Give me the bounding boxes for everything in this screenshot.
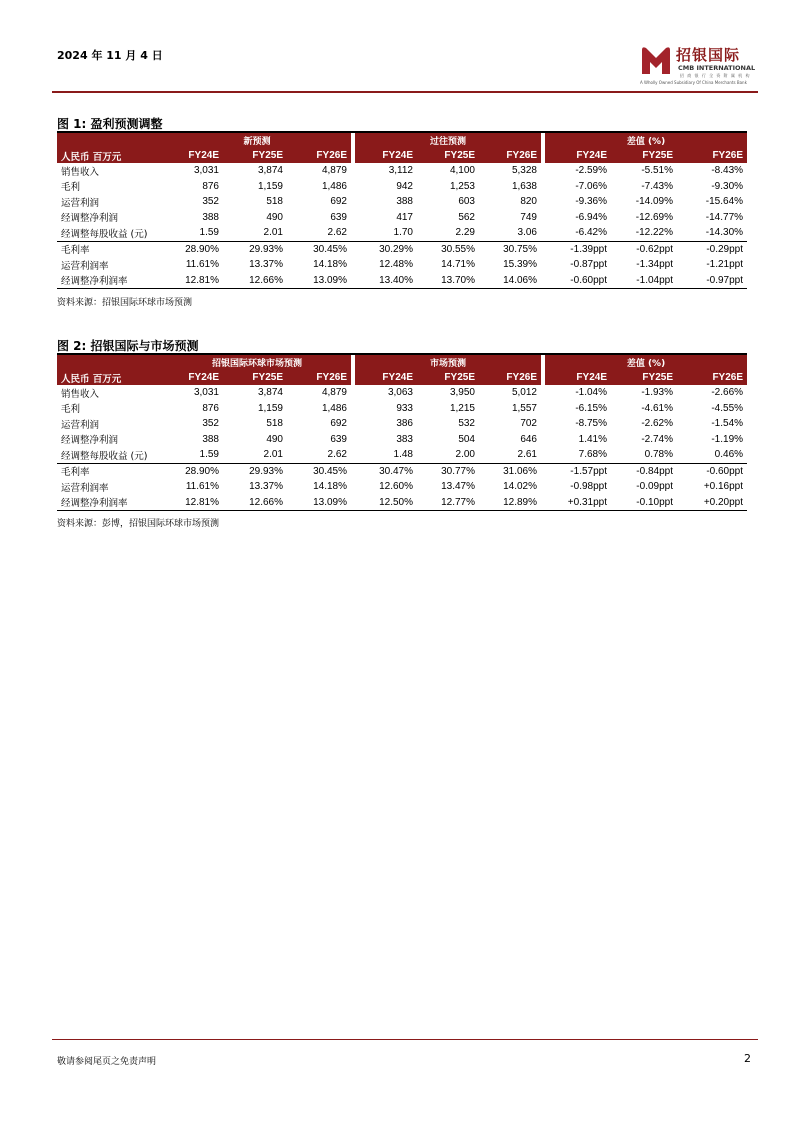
table-cell: 490 [266, 211, 283, 223]
table-cell: 12.50% [355, 495, 417, 511]
table-cell: 12.66% [223, 273, 287, 289]
table-row [57, 463, 747, 479]
figure-1-title: 图 1: 盈利预测调整 [57, 117, 163, 131]
table-row [57, 385, 747, 401]
table-cell: 14.02% [503, 481, 537, 493]
row-label: 运营利润 [61, 419, 100, 431]
table-cell: 388 [202, 433, 219, 445]
table-cell: -0.60ppt [677, 463, 747, 479]
year-header: FY26E [677, 370, 747, 385]
table-cell: 13.40% [355, 273, 417, 289]
table-year-header [57, 148, 747, 163]
table-cell: 28.90% [163, 241, 223, 257]
row-label: 经调整净利润率 [57, 273, 163, 289]
table-cell: 2.01 [263, 449, 283, 461]
logo-english-name: CMB INTERNATIONAL [678, 64, 756, 72]
table-row [57, 179, 747, 195]
table-cell: -15.64% [705, 196, 744, 208]
table-cell: 12.81% [163, 273, 223, 289]
year-header: FY25E [417, 370, 479, 385]
table-cell: -1.04ppt [611, 273, 677, 289]
table-row [57, 194, 747, 210]
table-row [57, 479, 747, 495]
table-cell: -14.09% [635, 196, 673, 208]
table-cell: 12.89% [479, 495, 541, 511]
table-cell: -6.15% [575, 402, 607, 414]
table-cell: 0.78% [644, 449, 673, 461]
table-cell: 2.00 [455, 449, 475, 461]
table-cell: 504 [458, 433, 475, 445]
table-cell: 933 [396, 402, 413, 414]
table-cell: -6.94% [575, 211, 607, 223]
table-row [57, 447, 747, 463]
table-cell: 4,879 [321, 387, 347, 399]
table-cell: 1.59 [199, 227, 219, 239]
table-cell: 14.71% [441, 259, 475, 271]
table-cell: -12.69% [635, 211, 673, 223]
table-cell: 2.29 [455, 227, 475, 239]
table-cell: 1,159 [257, 180, 283, 192]
row-label: 毛利率 [57, 241, 163, 257]
table-cell: 3.06 [517, 227, 537, 239]
table-cell: 29.93% [223, 241, 287, 257]
table-cell: 12.66% [223, 495, 287, 511]
table-cell: -1.21ppt [706, 259, 744, 271]
table-cell: 3,874 [257, 387, 283, 399]
year-header: FY24E [163, 370, 223, 385]
year-header: FY24E [163, 148, 223, 163]
figure-2-title: 图 2: 招银国际与市场预测 [57, 339, 199, 353]
unit-label: 人民币 百万元 [57, 148, 163, 163]
table-cell: 0.46% [714, 449, 744, 461]
consensus-comparison-table [57, 355, 747, 511]
table-cell: -1.04% [575, 387, 607, 399]
table-cell: 30.45% [287, 241, 351, 257]
table-cell: 942 [396, 180, 413, 192]
table-cell: 13.37% [249, 481, 283, 493]
footer-disclaimer: 敬请参阅尾页之免责声明 [57, 1057, 157, 1067]
table-cell: 15.39% [503, 259, 537, 271]
year-header: FY24E [355, 148, 417, 163]
table-cell: 14.18% [313, 481, 347, 493]
cmb-logo [640, 44, 758, 92]
figure-1-source: 资料来源：招银国际环球市场预测 [57, 298, 193, 308]
table-cell: 1,557 [511, 402, 537, 414]
table-cell: -0.29ppt [677, 241, 747, 257]
table-cell: 702 [520, 418, 537, 430]
year-header: FY24E [545, 148, 611, 163]
table-cell: 388 [396, 196, 413, 208]
row-label: 经调整每股收益 (元) [61, 450, 148, 462]
table-cell: 5,328 [511, 165, 537, 177]
table-cell: -9.36% [575, 196, 607, 208]
year-header: FY26E [677, 148, 747, 163]
year-header: FY26E [287, 370, 351, 385]
table-cell: -0.84ppt [611, 463, 677, 479]
table-row [57, 401, 747, 417]
table-cell: 2.61 [517, 449, 537, 461]
table-row [57, 495, 747, 511]
table-cell: -7.06% [575, 180, 607, 192]
table-cell: 30.77% [417, 463, 479, 479]
table-cell: -14.30% [705, 227, 744, 239]
cmb-logo-icon [640, 44, 672, 76]
table-row [57, 225, 747, 241]
table-cell: 28.90% [163, 463, 223, 479]
row-label: 运营利润率 [61, 482, 109, 494]
table-body [57, 163, 747, 289]
table-cell: 646 [520, 433, 537, 445]
table-cell: 876 [202, 402, 219, 414]
table-cell: 29.93% [223, 463, 287, 479]
table-cell: 13.47% [441, 481, 475, 493]
table-row [57, 210, 747, 226]
table-cell: 30.55% [417, 241, 479, 257]
table-cell: 692 [330, 418, 347, 430]
earnings-revision-table [57, 133, 747, 289]
table-row [57, 163, 747, 179]
row-label: 运营利润 [61, 197, 100, 209]
table-row [57, 416, 747, 432]
table-group-header [57, 355, 747, 370]
table-row [57, 432, 747, 448]
table-cell: 12.48% [379, 259, 413, 271]
table-cell: 388 [202, 211, 219, 223]
table-cell: 532 [458, 418, 475, 430]
table-cell: 13.09% [287, 495, 351, 511]
table-cell: -9.30% [711, 180, 744, 192]
table-cell: -8.75% [575, 418, 607, 430]
table-cell: 4,879 [321, 165, 347, 177]
table-cell: +0.16ppt [703, 481, 744, 493]
table-year-header [57, 370, 747, 385]
group-label: 招银国际环球市场预测 [163, 355, 351, 370]
table-cell: -0.87ppt [570, 259, 607, 271]
table-cell: 30.45% [287, 463, 351, 479]
table-cell: -0.97ppt [677, 273, 747, 289]
row-label: 毛利 [61, 404, 81, 416]
year-header: FY25E [223, 148, 287, 163]
table-cell: 1,253 [449, 180, 475, 192]
table-cell: 1.59 [199, 449, 219, 461]
table-cell: 3,031 [193, 387, 219, 399]
year-header: FY24E [355, 370, 417, 385]
table-cell: -6.42% [575, 227, 607, 239]
year-header: FY26E [479, 148, 541, 163]
table-cell: 518 [266, 418, 283, 430]
table-cell: -4.55% [711, 402, 744, 414]
table-cell: -1.93% [641, 387, 673, 399]
table-cell: 4,100 [449, 165, 475, 177]
footer-divider [52, 1039, 758, 1040]
table-cell: 1,486 [321, 402, 347, 414]
table-group-header [57, 133, 747, 148]
table-cell: -0.10ppt [611, 495, 677, 511]
table-cell: 1,159 [257, 402, 283, 414]
table-cell: 11.61% [185, 481, 219, 493]
table-cell: 352 [202, 196, 219, 208]
report-date: 2024 年 11 月 4 日 [57, 49, 163, 62]
row-label: 经调整净利润 [61, 213, 119, 225]
table-cell: -1.34ppt [636, 259, 673, 271]
table-cell: 1,215 [449, 402, 475, 414]
group-label: 新预测 [163, 133, 351, 148]
table-cell: 3,950 [449, 387, 475, 399]
table-cell: 749 [520, 211, 537, 223]
table-cell: 2.62 [327, 227, 347, 239]
table-cell: -1.39ppt [545, 241, 611, 257]
table-row [57, 257, 747, 273]
table-cell: 11.61% [185, 259, 219, 271]
table-cell: 30.47% [355, 463, 417, 479]
group-label: 差值 (%) [545, 355, 747, 370]
table-cell: 30.29% [355, 241, 417, 257]
logo-subtitle-cn: 招 商 银 行 全 资 附 属 机 构 [680, 73, 751, 78]
page-number: 2 [744, 1052, 751, 1065]
table-body [57, 385, 747, 511]
row-label: 毛利率 [57, 463, 163, 479]
row-label: 销售收入 [61, 388, 100, 400]
table-cell: 3,063 [387, 387, 413, 399]
year-header: FY25E [417, 148, 479, 163]
table-cell: 352 [202, 418, 219, 430]
table-cell: 7.68% [578, 449, 607, 461]
table-cell: 3,874 [257, 165, 283, 177]
table-cell: 12.77% [417, 495, 479, 511]
row-label: 销售收入 [61, 166, 100, 178]
row-label: 经调整净利润率 [57, 495, 163, 511]
table-cell: 417 [396, 211, 413, 223]
year-header: FY25E [611, 370, 677, 385]
table-cell: 2.01 [263, 227, 283, 239]
table-cell: 12.60% [379, 481, 413, 493]
table-cell: 14.06% [479, 273, 541, 289]
year-header: FY26E [287, 148, 351, 163]
table-cell: 1.48 [393, 449, 413, 461]
figure-2-source: 资料来源：彭博，招银国际环球市场预测 [57, 519, 220, 529]
table-cell: -0.62ppt [611, 241, 677, 257]
table-cell: 12.81% [163, 495, 223, 511]
header-divider [52, 91, 758, 93]
table-cell: -5.51% [641, 165, 673, 177]
table-cell: 1.70 [393, 227, 413, 239]
table-cell: -0.60ppt [545, 273, 611, 289]
unit-label: 人民币 百万元 [57, 370, 163, 385]
table-cell: -14.77% [705, 211, 744, 223]
year-header: FY26E [479, 370, 541, 385]
table-cell: 639 [330, 211, 347, 223]
row-label: 经调整每股收益 (元) [61, 228, 148, 240]
row-label: 运营利润率 [61, 260, 109, 272]
table-cell: 30.75% [479, 241, 541, 257]
table-cell: -2.59% [575, 165, 607, 177]
logo-chinese-name: 招银国际 [676, 46, 741, 64]
group-label: 过往预测 [355, 133, 541, 148]
table-cell: -12.22% [635, 227, 673, 239]
table-cell: -2.66% [711, 387, 744, 399]
table-cell: 639 [330, 433, 347, 445]
table-cell: -1.57ppt [545, 463, 611, 479]
table-cell: 1,638 [511, 180, 537, 192]
table-cell: +0.20ppt [677, 495, 747, 511]
year-header: FY25E [611, 148, 677, 163]
table-cell: 490 [266, 433, 283, 445]
year-header: FY25E [223, 370, 287, 385]
table-cell: -2.62% [641, 418, 673, 430]
table-cell: 386 [396, 418, 413, 430]
table-cell: 518 [266, 196, 283, 208]
table-cell: 5,012 [511, 387, 537, 399]
table-cell: 1.41% [578, 433, 607, 445]
table-row [57, 241, 747, 257]
logo-subtitle-en: A Wholly Owned Subsidiary Of China Merchants Bank [640, 80, 747, 85]
table-cell: +0.31ppt [545, 495, 611, 511]
table-cell: -8.43% [711, 165, 744, 177]
table-cell: 562 [458, 211, 475, 223]
table-cell: -7.43% [641, 180, 673, 192]
table-cell: 820 [520, 196, 537, 208]
table-cell: 3,031 [193, 165, 219, 177]
year-header: FY24E [545, 370, 611, 385]
table-cell: 383 [396, 433, 413, 445]
table-row [57, 273, 747, 289]
table-cell: 13.37% [249, 259, 283, 271]
table-cell: 2.62 [327, 449, 347, 461]
table-cell: 13.09% [287, 273, 351, 289]
group-label: 市场预测 [355, 355, 541, 370]
table-cell: 3,112 [388, 165, 413, 177]
table-cell: -1.54% [711, 418, 744, 430]
table-cell: -1.19% [711, 433, 744, 445]
table-cell: 692 [330, 196, 347, 208]
table-cell: 14.18% [313, 259, 347, 271]
table-cell: 13.70% [417, 273, 479, 289]
row-label: 毛利 [61, 182, 81, 194]
table-cell: 876 [202, 180, 219, 192]
table-cell: 31.06% [479, 463, 541, 479]
row-label: 经调整净利润 [61, 435, 119, 447]
table-cell: 603 [458, 196, 475, 208]
table-cell: -0.09ppt [636, 481, 673, 493]
group-label: 差值 (%) [545, 133, 747, 148]
table-cell: 1,486 [321, 180, 347, 192]
table-cell: -4.61% [641, 402, 673, 414]
table-cell: -2.74% [641, 433, 673, 445]
table-cell: -0.98ppt [570, 481, 607, 493]
